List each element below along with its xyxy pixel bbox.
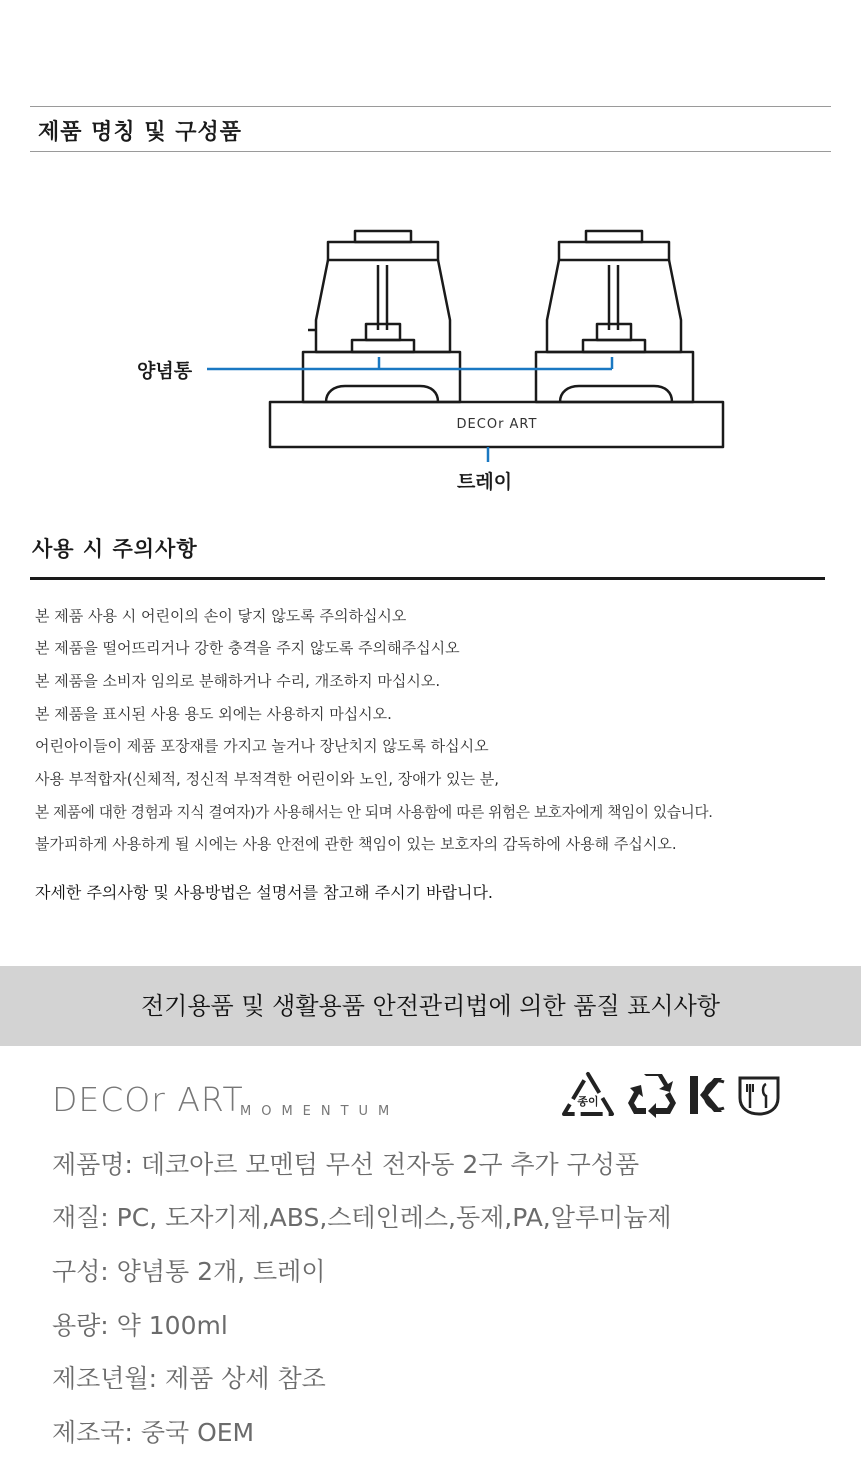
- section-title-components: 제품 명칭 및 구성품: [38, 120, 242, 145]
- paper-recycle-label: 종이: [577, 1095, 599, 1108]
- banner-title: 전기용품 및 생활용품 안전관리법에 의한 품질 표시사항: [140, 992, 720, 1020]
- product-diagram: [0, 200, 861, 510]
- food-safe-icon: [736, 1074, 782, 1118]
- spec-capacity: 용량: 약 100ml: [52, 1311, 228, 1340]
- brand-name: DECOr ART: [52, 1080, 244, 1119]
- divider-top: [30, 106, 831, 107]
- caution-line: 사용 부적합자(신체적, 정신적 부적격한 어린이와 노인, 장애가 있는 분,: [35, 770, 500, 788]
- caution-line: 본 제품을 표시된 사용 용도 외에는 사용하지 마십시오.: [35, 705, 392, 723]
- caution-line: 어린아이들이 제품 포장재를 가지고 놀거나 장난치지 않도록 하십시오: [35, 737, 489, 755]
- caution-line: 본 제품 사용 시 어린이의 손이 닿지 않도록 주의하십시오: [35, 607, 407, 625]
- divider-bottom: [30, 151, 831, 152]
- quality-banner: [0, 966, 861, 1046]
- spice-container-left: [303, 231, 460, 402]
- section-title-caution: 사용 시 주의사항: [32, 537, 198, 561]
- caution-line: 본 제품을 소비자 임의로 분해하거나 수리, 개조하지 마십시오.: [35, 672, 441, 690]
- recycle-icon: [626, 1072, 678, 1118]
- label-tray: 트레이: [457, 471, 513, 493]
- spec-composition: 구성: 양념통 2개, 트레이: [52, 1257, 326, 1286]
- spice-container-right: [536, 231, 693, 402]
- spec-country: 제조국: 중국 OEM: [52, 1418, 255, 1447]
- tray-logo: DECOr ART: [456, 417, 538, 432]
- brand-logo: [52, 1080, 452, 1124]
- caution-line: 본 제품에 대한 경험과 지식 결여자)가 사용해서는 안 되며 사용함에 따른 위험은 보호자에게 책임이 있습니다.: [35, 804, 713, 821]
- spec-material: 재질: PC, 도자기제,ABS,스테인레스,동제,PA,알루미늄제: [52, 1203, 672, 1232]
- divider-caution: [30, 577, 825, 580]
- kc-mark-icon: [688, 1074, 726, 1116]
- certification-icons: [560, 1070, 790, 1122]
- spec-product-name: 제품명: 데코아르 모멘텀 무선 전자동 2구 추가 구성품: [52, 1150, 640, 1179]
- paper-recycle-icon: [560, 1070, 616, 1120]
- caution-notice: 자세한 주의사항 및 사용방법은 설명서를 참고해 주시기 바랍니다.: [35, 883, 494, 902]
- spec-manufacture-date: 제조년월: 제품 상세 참조: [52, 1364, 326, 1393]
- brand-sub: MOMENTUM: [240, 1104, 400, 1119]
- label-container: 양념통: [137, 360, 193, 382]
- caution-line: 불가피하게 사용하게 될 시에는 사용 안전에 관한 책임이 있는 보호자의 감독하에 사용해 주십시오.: [35, 835, 677, 853]
- caution-line: 본 제품을 떨어뜨리거나 강한 충격을 주지 않도록 주의해주십시오: [35, 639, 460, 657]
